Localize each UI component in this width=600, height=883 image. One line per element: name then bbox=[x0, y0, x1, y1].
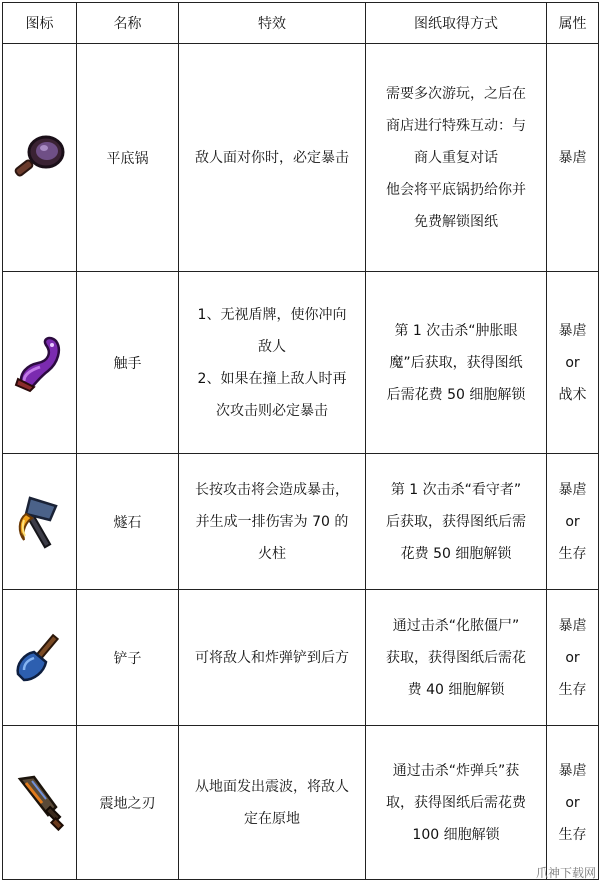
table-row bbox=[3, 44, 599, 272]
method-cell bbox=[366, 272, 547, 454]
effect-line: 从地面发出震波，将敌人 bbox=[195, 778, 349, 795]
header-attribute: 属性 bbox=[547, 3, 599, 44]
effect-line: 1、无视盾牌，使你冲向 bbox=[197, 306, 347, 323]
method-line: 第 1 次击杀“看守者” bbox=[390, 481, 522, 498]
method-line: 第 1 次击杀“肿胀眼 bbox=[394, 322, 518, 339]
effect-line: 长按攻击将会造成暴击， bbox=[195, 481, 349, 498]
effect-line: 次攻击则必定暴击 bbox=[216, 402, 328, 419]
attribute-line: 生存 bbox=[558, 681, 587, 698]
icon-cell bbox=[3, 590, 77, 726]
icon-cell bbox=[3, 44, 77, 272]
effect-line: 火柱 bbox=[258, 545, 286, 562]
weapon-name: 平底锅 bbox=[77, 44, 179, 272]
weapon-blueprint-table bbox=[2, 2, 599, 880]
attribute-line: or bbox=[565, 513, 580, 530]
method-cell bbox=[366, 590, 547, 726]
header-icon: 图标 bbox=[3, 3, 77, 44]
table-row bbox=[3, 272, 599, 454]
method-line: 获取，获得图纸后需花 bbox=[386, 649, 526, 666]
frying-pan-icon bbox=[12, 130, 68, 186]
weapon-name: 震地之刃 bbox=[77, 726, 179, 880]
method-line: 免费解锁图纸 bbox=[414, 213, 498, 230]
table-row bbox=[3, 454, 599, 590]
method-cell bbox=[366, 454, 547, 590]
earthquake-blade-icon bbox=[12, 773, 68, 833]
attribute-line: 暴虐 bbox=[558, 322, 587, 339]
effect-line: 可将敌人和炸弹铲到后方 bbox=[195, 649, 349, 666]
tentacle-icon bbox=[12, 333, 68, 393]
effect-cell bbox=[179, 44, 366, 272]
method-line: 魔”后获取，获得图纸 bbox=[389, 354, 523, 371]
flint-hammer-icon bbox=[12, 492, 68, 552]
effect-line: 2、如果在撞上敌人时再 bbox=[197, 370, 347, 387]
method-line: 花费 50 细胞解锁 bbox=[400, 545, 512, 562]
method-line: 商人重复对话 bbox=[414, 149, 498, 166]
method-line: 需要多次游玩，之后在 bbox=[386, 85, 526, 102]
table-row bbox=[3, 590, 599, 726]
attribute-line: 暴虐 bbox=[558, 617, 587, 634]
effect-line: 敌人面对你时，必定暴击 bbox=[195, 149, 349, 166]
effect-line: 并生成一排伤害为 70 的 bbox=[195, 513, 349, 530]
attribute-line: 生存 bbox=[558, 826, 587, 843]
method-line: 商店进行特殊互动：与 bbox=[386, 117, 526, 134]
attribute-line: or bbox=[565, 794, 580, 811]
icon-cell bbox=[3, 726, 77, 880]
method-line: 通过击杀“化脓僵尸” bbox=[392, 617, 520, 634]
effect-cell bbox=[179, 590, 366, 726]
method-line: 后获取，获得图纸后需 bbox=[386, 513, 526, 530]
attribute-line: 暴虐 bbox=[558, 762, 587, 779]
weapon-name: 燧石 bbox=[77, 454, 179, 590]
attribute-line: 生存 bbox=[558, 545, 587, 562]
method-cell bbox=[366, 726, 547, 880]
effect-cell bbox=[179, 454, 366, 590]
method-line: 后需花费 50 细胞解锁 bbox=[386, 386, 526, 403]
method-line: 100 细胞解锁 bbox=[412, 826, 500, 843]
method-line: 他会将平底锅扔给你并 bbox=[386, 181, 526, 198]
attribute-cell bbox=[547, 454, 599, 590]
effect-cell bbox=[179, 726, 366, 880]
attribute-cell bbox=[547, 272, 599, 454]
icon-cell bbox=[3, 272, 77, 454]
attribute-cell bbox=[547, 44, 599, 272]
method-line: 取，获得图纸后需花费 bbox=[386, 794, 526, 811]
table-header-row bbox=[3, 3, 599, 44]
table-row bbox=[3, 726, 599, 880]
header-method: 图纸取得方式 bbox=[366, 3, 547, 44]
header-effect: 特效 bbox=[179, 3, 366, 44]
attribute-line: 战术 bbox=[558, 386, 587, 403]
header-name: 名称 bbox=[77, 3, 179, 44]
shovel-icon bbox=[12, 630, 68, 686]
attribute-line: 暴虐 bbox=[558, 149, 587, 166]
site-watermark: 爪神下载网 bbox=[535, 866, 596, 880]
method-line: 费 40 细胞解锁 bbox=[407, 681, 505, 698]
effect-line: 敌人 bbox=[258, 338, 286, 355]
icon-cell bbox=[3, 454, 77, 590]
weapon-name: 触手 bbox=[77, 272, 179, 454]
effect-line: 定在原地 bbox=[244, 810, 300, 827]
attribute-cell bbox=[547, 726, 599, 880]
method-cell bbox=[366, 44, 547, 272]
effect-cell bbox=[179, 272, 366, 454]
weapon-name: 铲子 bbox=[77, 590, 179, 726]
attribute-line: or bbox=[565, 354, 580, 371]
attribute-line: or bbox=[565, 649, 580, 666]
attribute-cell bbox=[547, 590, 599, 726]
method-line: 通过击杀“炸弹兵”获 bbox=[392, 762, 520, 779]
attribute-line: 暴虐 bbox=[558, 481, 587, 498]
